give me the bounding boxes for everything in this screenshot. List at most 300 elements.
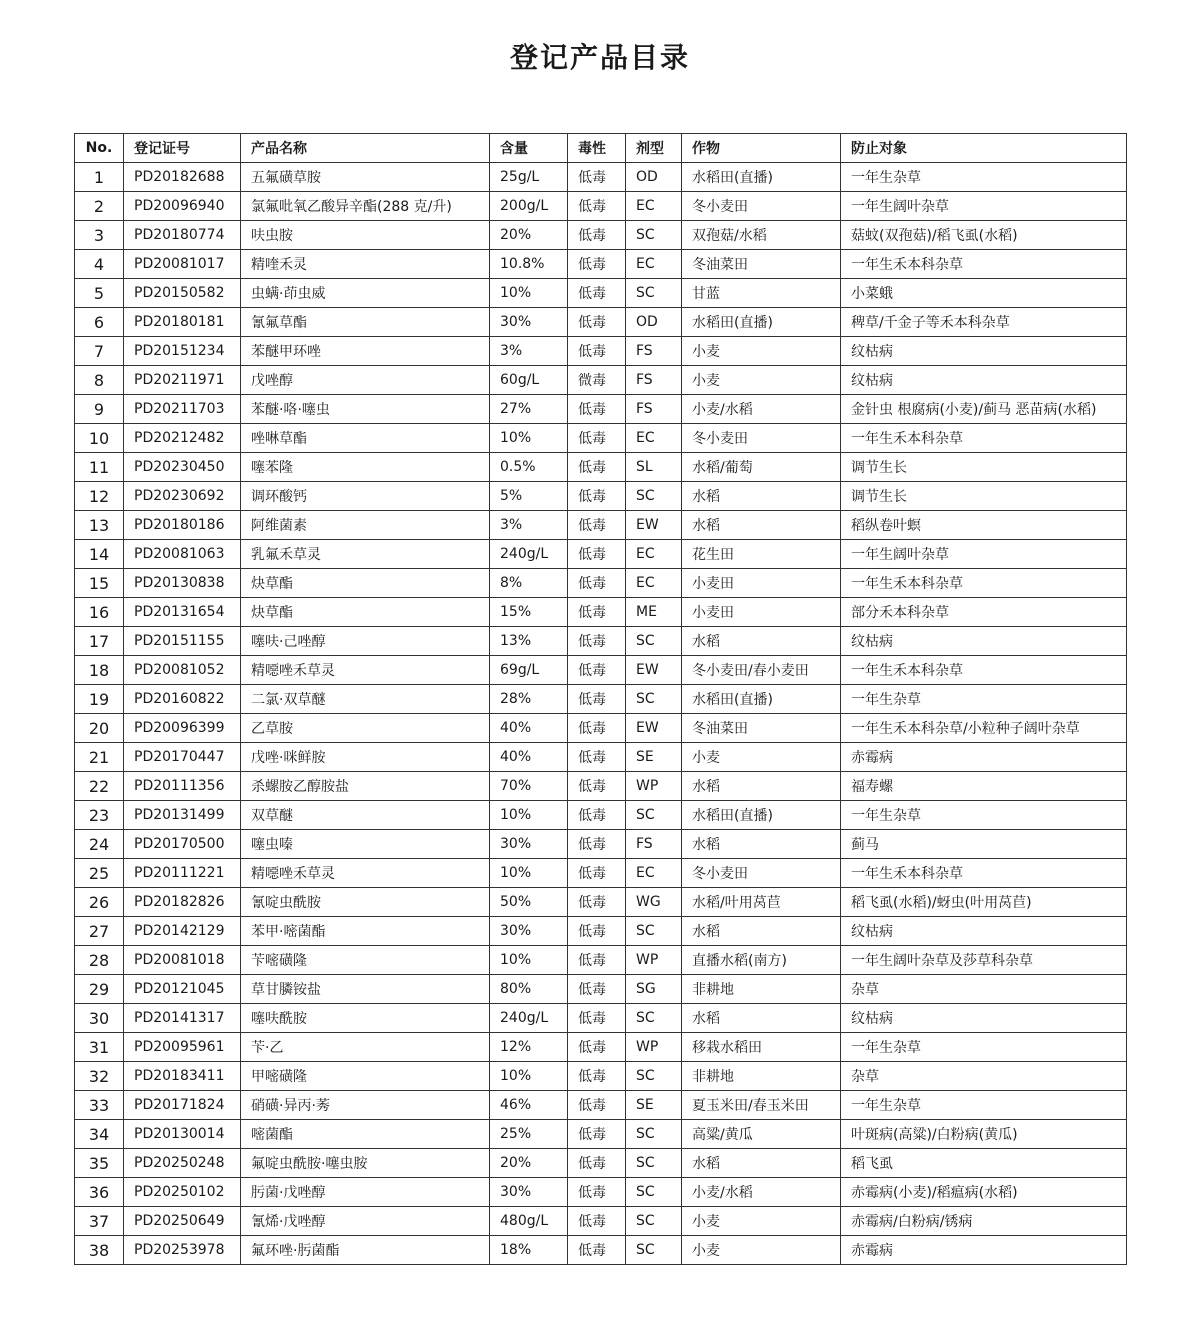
cell-registration-number: PD20180186	[124, 511, 241, 540]
cell-no: 37	[75, 1207, 124, 1236]
cell-content: 240g/L	[490, 540, 568, 569]
cell-content: 27%	[490, 395, 568, 424]
cell-target: 一年生禾本科杂草	[841, 859, 1127, 888]
cell-no: 26	[75, 888, 124, 917]
cell-formulation: EW	[626, 656, 682, 685]
cell-content: 10%	[490, 801, 568, 830]
cell-product-name: 苄·乙	[241, 1033, 490, 1062]
column-header-formulation: 剂型	[626, 134, 682, 163]
cell-no: 7	[75, 337, 124, 366]
cell-toxicity: 低毒	[568, 250, 626, 279]
cell-toxicity: 低毒	[568, 1120, 626, 1149]
cell-product-name: 苄嘧磺隆	[241, 946, 490, 975]
cell-toxicity: 低毒	[568, 511, 626, 540]
cell-toxicity: 低毒	[568, 946, 626, 975]
cell-formulation: OD	[626, 163, 682, 192]
cell-product-name: 乳氟禾草灵	[241, 540, 490, 569]
cell-content: 200g/L	[490, 192, 568, 221]
cell-content: 50%	[490, 888, 568, 917]
table-row	[75, 1207, 1127, 1236]
cell-product-name: 杀螺胺乙醇胺盐	[241, 772, 490, 801]
cell-no: 9	[75, 395, 124, 424]
cell-toxicity: 低毒	[568, 1207, 626, 1236]
table-row	[75, 482, 1127, 511]
cell-product-name: 氯氟吡氧乙酸异辛酯(288 克/升)	[241, 192, 490, 221]
cell-crop: 冬油菜田	[682, 714, 841, 743]
cell-no: 5	[75, 279, 124, 308]
cell-registration-number: PD20081018	[124, 946, 241, 975]
table-row	[75, 192, 1127, 221]
cell-registration-number: PD20081063	[124, 540, 241, 569]
cell-target: 一年生杂草	[841, 685, 1127, 714]
column-header-target: 防止对象	[841, 134, 1127, 163]
table-row	[75, 511, 1127, 540]
cell-product-name: 阿维菌素	[241, 511, 490, 540]
cell-registration-number: PD20150582	[124, 279, 241, 308]
cell-registration-number: PD20081017	[124, 250, 241, 279]
cell-target: 一年生阔叶杂草及莎草科杂草	[841, 946, 1127, 975]
cell-target: 一年生阔叶杂草	[841, 192, 1127, 221]
cell-registration-number: PD20111221	[124, 859, 241, 888]
cell-formulation: EC	[626, 192, 682, 221]
cell-crop: 小麦/水稻	[682, 395, 841, 424]
cell-content: 12%	[490, 1033, 568, 1062]
cell-crop: 水稻	[682, 772, 841, 801]
cell-crop: 花生田	[682, 540, 841, 569]
cell-no: 3	[75, 221, 124, 250]
table-row	[75, 366, 1127, 395]
cell-crop: 小麦	[682, 1207, 841, 1236]
cell-formulation: SC	[626, 1120, 682, 1149]
cell-no: 36	[75, 1178, 124, 1207]
cell-product-name: 戊唑·咪鲜胺	[241, 743, 490, 772]
cell-formulation: FS	[626, 395, 682, 424]
cell-content: 15%	[490, 598, 568, 627]
cell-toxicity: 低毒	[568, 772, 626, 801]
cell-target: 小菜蛾	[841, 279, 1127, 308]
cell-registration-number: PD20142129	[124, 917, 241, 946]
cell-toxicity: 微毒	[568, 366, 626, 395]
cell-toxicity: 低毒	[568, 482, 626, 511]
cell-toxicity: 低毒	[568, 308, 626, 337]
cell-content: 20%	[490, 221, 568, 250]
cell-formulation: WG	[626, 888, 682, 917]
cell-formulation: WP	[626, 946, 682, 975]
table-row	[75, 627, 1127, 656]
cell-content: 3%	[490, 511, 568, 540]
cell-product-name: 苯醚甲环唑	[241, 337, 490, 366]
cell-registration-number: PD20096940	[124, 192, 241, 221]
cell-content: 240g/L	[490, 1004, 568, 1033]
cell-target: 一年生阔叶杂草	[841, 540, 1127, 569]
cell-target: 一年生禾本科杂草	[841, 656, 1127, 685]
cell-target: 纹枯病	[841, 337, 1127, 366]
table-row	[75, 1149, 1127, 1178]
cell-content: 10%	[490, 946, 568, 975]
cell-product-name: 氟啶虫酰胺·噻虫胺	[241, 1149, 490, 1178]
cell-product-name: 调环酸钙	[241, 482, 490, 511]
cell-registration-number: PD20121045	[124, 975, 241, 1004]
cell-registration-number: PD20170447	[124, 743, 241, 772]
cell-registration-number: PD20081052	[124, 656, 241, 685]
table-row	[75, 598, 1127, 627]
table-row	[75, 975, 1127, 1004]
cell-product-name: 氰烯·戊唑醇	[241, 1207, 490, 1236]
table-row	[75, 424, 1127, 453]
cell-product-name: 炔草酯	[241, 569, 490, 598]
cell-formulation: WP	[626, 1033, 682, 1062]
table-row	[75, 830, 1127, 859]
cell-crop: 非耕地	[682, 1062, 841, 1091]
cell-content: 40%	[490, 743, 568, 772]
cell-no: 31	[75, 1033, 124, 1062]
cell-content: 0.5%	[490, 453, 568, 482]
cell-toxicity: 低毒	[568, 917, 626, 946]
table-row	[75, 395, 1127, 424]
cell-product-name: 精噁唑禾草灵	[241, 656, 490, 685]
cell-toxicity: 低毒	[568, 337, 626, 366]
cell-target: 纹枯病	[841, 917, 1127, 946]
cell-target: 叶斑病(高粱)/白粉病(黄瓜)	[841, 1120, 1127, 1149]
cell-no: 25	[75, 859, 124, 888]
cell-no: 21	[75, 743, 124, 772]
cell-target: 金针虫 根腐病(小麦)/蓟马 恶苗病(水稻)	[841, 395, 1127, 424]
cell-product-name: 噻苯隆	[241, 453, 490, 482]
cell-content: 5%	[490, 482, 568, 511]
cell-content: 20%	[490, 1149, 568, 1178]
cell-crop: 冬小麦田	[682, 192, 841, 221]
cell-content: 3%	[490, 337, 568, 366]
column-header-product-name: 产品名称	[241, 134, 490, 163]
cell-target: 赤霉病/白粉病/锈病	[841, 1207, 1127, 1236]
cell-content: 10%	[490, 424, 568, 453]
cell-no: 23	[75, 801, 124, 830]
cell-crop: 小麦/水稻	[682, 1178, 841, 1207]
cell-toxicity: 低毒	[568, 1004, 626, 1033]
cell-formulation: SC	[626, 627, 682, 656]
cell-product-name: 虫螨·茚虫威	[241, 279, 490, 308]
cell-no: 11	[75, 453, 124, 482]
cell-toxicity: 低毒	[568, 685, 626, 714]
cell-target: 纹枯病	[841, 627, 1127, 656]
cell-no: 18	[75, 656, 124, 685]
cell-formulation: SE	[626, 1091, 682, 1120]
table-row	[75, 859, 1127, 888]
cell-registration-number: PD20250248	[124, 1149, 241, 1178]
cell-registration-number: PD20130838	[124, 569, 241, 598]
cell-registration-number: PD20183411	[124, 1062, 241, 1091]
cell-crop: 小麦田	[682, 569, 841, 598]
table-row	[75, 1178, 1127, 1207]
cell-target: 部分禾本科杂草	[841, 598, 1127, 627]
cell-no: 14	[75, 540, 124, 569]
cell-target: 稻飞虱(水稻)/蚜虫(叶用莴苣)	[841, 888, 1127, 917]
cell-crop: 水稻	[682, 482, 841, 511]
cell-formulation: EW	[626, 714, 682, 743]
cell-registration-number: PD20096399	[124, 714, 241, 743]
cell-content: 10.8%	[490, 250, 568, 279]
cell-toxicity: 低毒	[568, 424, 626, 453]
cell-crop: 水稻/叶用莴苣	[682, 888, 841, 917]
cell-crop: 非耕地	[682, 975, 841, 1004]
cell-formulation: SL	[626, 453, 682, 482]
cell-product-name: 戊唑醇	[241, 366, 490, 395]
cell-crop: 直播水稻(南方)	[682, 946, 841, 975]
cell-formulation: SC	[626, 685, 682, 714]
column-header-crop: 作物	[682, 134, 841, 163]
cell-no: 10	[75, 424, 124, 453]
cell-product-name: 二氯·双草醚	[241, 685, 490, 714]
cell-toxicity: 低毒	[568, 656, 626, 685]
cell-formulation: SC	[626, 482, 682, 511]
table-row	[75, 772, 1127, 801]
cell-formulation: SC	[626, 1236, 682, 1265]
cell-registration-number: PD20182688	[124, 163, 241, 192]
cell-no: 35	[75, 1149, 124, 1178]
cell-target: 一年生杂草	[841, 1033, 1127, 1062]
cell-target: 纹枯病	[841, 366, 1127, 395]
cell-crop: 水稻	[682, 830, 841, 859]
cell-content: 480g/L	[490, 1207, 568, 1236]
cell-content: 60g/L	[490, 366, 568, 395]
cell-registration-number: PD20180181	[124, 308, 241, 337]
cell-crop: 水稻	[682, 627, 841, 656]
cell-registration-number: PD20160822	[124, 685, 241, 714]
cell-toxicity: 低毒	[568, 1062, 626, 1091]
cell-crop: 冬小麦田	[682, 424, 841, 453]
cell-registration-number: PD20095961	[124, 1033, 241, 1062]
cell-content: 70%	[490, 772, 568, 801]
cell-target: 杂草	[841, 975, 1127, 1004]
cell-formulation: EW	[626, 511, 682, 540]
table-row	[75, 1120, 1127, 1149]
cell-registration-number: PD20230692	[124, 482, 241, 511]
cell-registration-number: PD20180774	[124, 221, 241, 250]
cell-no: 15	[75, 569, 124, 598]
table-body	[75, 163, 1127, 1265]
cell-target: 调节生长	[841, 482, 1127, 511]
table-row	[75, 1091, 1127, 1120]
cell-crop: 水稻/葡萄	[682, 453, 841, 482]
page-title: 登记产品目录	[509, 41, 690, 74]
cell-crop: 高粱/黄瓜	[682, 1120, 841, 1149]
cell-target: 杂草	[841, 1062, 1127, 1091]
cell-crop: 小麦	[682, 743, 841, 772]
cell-product-name: 嘧菌酯	[241, 1120, 490, 1149]
cell-target: 调节生长	[841, 453, 1127, 482]
cell-product-name: 苯醚·咯·噻虫	[241, 395, 490, 424]
cell-no: 16	[75, 598, 124, 627]
cell-product-name: 草甘膦铵盐	[241, 975, 490, 1004]
cell-target: 一年生杂草	[841, 163, 1127, 192]
cell-formulation: SC	[626, 1062, 682, 1091]
cell-formulation: FS	[626, 830, 682, 859]
cell-crop: 甘蓝	[682, 279, 841, 308]
cell-no: 24	[75, 830, 124, 859]
column-header-toxicity: 毒性	[568, 134, 626, 163]
cell-target: 菇蚊(双孢菇)/稻飞虱(水稻)	[841, 221, 1127, 250]
table-row	[75, 743, 1127, 772]
cell-no: 29	[75, 975, 124, 1004]
cell-content: 25g/L	[490, 163, 568, 192]
cell-target: 一年生禾本科杂草	[841, 569, 1127, 598]
table-row	[75, 801, 1127, 830]
cell-registration-number: PD20171824	[124, 1091, 241, 1120]
cell-content: 40%	[490, 714, 568, 743]
cell-toxicity: 低毒	[568, 830, 626, 859]
cell-product-name: 炔草酯	[241, 598, 490, 627]
cell-formulation: ME	[626, 598, 682, 627]
table-row	[75, 569, 1127, 598]
cell-toxicity: 低毒	[568, 540, 626, 569]
cell-content: 80%	[490, 975, 568, 1004]
table-row	[75, 917, 1127, 946]
cell-toxicity: 低毒	[568, 569, 626, 598]
cell-crop: 冬小麦田/春小麦田	[682, 656, 841, 685]
cell-crop: 小麦	[682, 1236, 841, 1265]
cell-formulation: EC	[626, 424, 682, 453]
column-header-content: 含量	[490, 134, 568, 163]
cell-crop: 水稻田(直播)	[682, 163, 841, 192]
cell-registration-number: PD20151234	[124, 337, 241, 366]
table-row	[75, 279, 1127, 308]
table-row	[75, 1033, 1127, 1062]
cell-toxicity: 低毒	[568, 859, 626, 888]
cell-content: 10%	[490, 279, 568, 308]
cell-toxicity: 低毒	[568, 163, 626, 192]
cell-target: 一年生禾本科杂草/小粒种子阔叶杂草	[841, 714, 1127, 743]
cell-content: 30%	[490, 917, 568, 946]
cell-content: 13%	[490, 627, 568, 656]
cell-product-name: 肟菌·戊唑醇	[241, 1178, 490, 1207]
cell-registration-number: PD20170500	[124, 830, 241, 859]
cell-crop: 冬小麦田	[682, 859, 841, 888]
cell-formulation: EC	[626, 859, 682, 888]
cell-toxicity: 低毒	[568, 1033, 626, 1062]
cell-crop: 小麦	[682, 366, 841, 395]
cell-product-name: 噻呋酰胺	[241, 1004, 490, 1033]
cell-registration-number: PD20211703	[124, 395, 241, 424]
cell-formulation: EC	[626, 540, 682, 569]
cell-toxicity: 低毒	[568, 192, 626, 221]
table-row	[75, 1004, 1127, 1033]
cell-content: 46%	[490, 1091, 568, 1120]
cell-crop: 双孢菇/水稻	[682, 221, 841, 250]
cell-no: 32	[75, 1062, 124, 1091]
column-header-no: No.	[75, 134, 124, 163]
cell-target: 赤霉病	[841, 743, 1127, 772]
cell-content: 30%	[490, 830, 568, 859]
cell-product-name: 硝磺·异丙·莠	[241, 1091, 490, 1120]
cell-product-name: 甲嘧磺隆	[241, 1062, 490, 1091]
table-row	[75, 250, 1127, 279]
cell-formulation: FS	[626, 366, 682, 395]
cell-crop: 小麦田	[682, 598, 841, 627]
cell-no: 2	[75, 192, 124, 221]
cell-product-name: 乙草胺	[241, 714, 490, 743]
cell-content: 25%	[490, 1120, 568, 1149]
cell-target: 一年生杂草	[841, 801, 1127, 830]
cell-product-name: 苯甲·嘧菌酯	[241, 917, 490, 946]
cell-no: 20	[75, 714, 124, 743]
cell-registration-number: PD20111356	[124, 772, 241, 801]
cell-content: 69g/L	[490, 656, 568, 685]
cell-content: 30%	[490, 308, 568, 337]
cell-toxicity: 低毒	[568, 743, 626, 772]
table-row	[75, 714, 1127, 743]
cell-formulation: EC	[626, 569, 682, 598]
cell-no: 12	[75, 482, 124, 511]
cell-toxicity: 低毒	[568, 1091, 626, 1120]
cell-crop: 水稻	[682, 917, 841, 946]
table-row	[75, 946, 1127, 975]
cell-crop: 水稻田(直播)	[682, 308, 841, 337]
cell-formulation: SC	[626, 801, 682, 830]
cell-no: 6	[75, 308, 124, 337]
cell-toxicity: 低毒	[568, 453, 626, 482]
table-row	[75, 888, 1127, 917]
cell-toxicity: 低毒	[568, 801, 626, 830]
cell-product-name: 精喹禾灵	[241, 250, 490, 279]
cell-registration-number: PD20151155	[124, 627, 241, 656]
table-row	[75, 1236, 1127, 1265]
cell-registration-number: PD20211971	[124, 366, 241, 395]
cell-no: 4	[75, 250, 124, 279]
cell-product-name: 精噁唑禾草灵	[241, 859, 490, 888]
cell-formulation: SE	[626, 743, 682, 772]
cell-target: 福寿螺	[841, 772, 1127, 801]
table-row	[75, 308, 1127, 337]
cell-no: 30	[75, 1004, 124, 1033]
cell-crop: 夏玉米田/春玉米田	[682, 1091, 841, 1120]
cell-crop: 水稻田(直播)	[682, 801, 841, 830]
table-row	[75, 656, 1127, 685]
cell-content: 8%	[490, 569, 568, 598]
cell-toxicity: 低毒	[568, 1236, 626, 1265]
cell-crop: 水稻田(直播)	[682, 685, 841, 714]
cell-toxicity: 低毒	[568, 1178, 626, 1207]
cell-formulation: FS	[626, 337, 682, 366]
cell-target: 一年生禾本科杂草	[841, 250, 1127, 279]
cell-formulation: SC	[626, 917, 682, 946]
cell-product-name: 氰啶虫酰胺	[241, 888, 490, 917]
cell-registration-number: PD20253978	[124, 1236, 241, 1265]
cell-registration-number: PD20250649	[124, 1207, 241, 1236]
cell-crop: 小麦	[682, 337, 841, 366]
cell-no: 19	[75, 685, 124, 714]
cell-target: 稻纵卷叶螟	[841, 511, 1127, 540]
cell-crop: 水稻	[682, 511, 841, 540]
cell-toxicity: 低毒	[568, 975, 626, 1004]
cell-registration-number: PD20182826	[124, 888, 241, 917]
cell-no: 28	[75, 946, 124, 975]
cell-product-name: 噻呋·己唑醇	[241, 627, 490, 656]
table-header-row	[75, 134, 1127, 163]
cell-no: 13	[75, 511, 124, 540]
cell-toxicity: 低毒	[568, 395, 626, 424]
table-row	[75, 221, 1127, 250]
cell-no: 17	[75, 627, 124, 656]
cell-formulation: WP	[626, 772, 682, 801]
cell-product-name: 噻虫嗪	[241, 830, 490, 859]
table-row	[75, 685, 1127, 714]
cell-target: 赤霉病(小麦)/稻瘟病(水稻)	[841, 1178, 1127, 1207]
cell-toxicity: 低毒	[568, 888, 626, 917]
cell-toxicity: 低毒	[568, 714, 626, 743]
product-catalog-table	[74, 133, 1127, 1265]
cell-toxicity: 低毒	[568, 279, 626, 308]
cell-registration-number: PD20130014	[124, 1120, 241, 1149]
